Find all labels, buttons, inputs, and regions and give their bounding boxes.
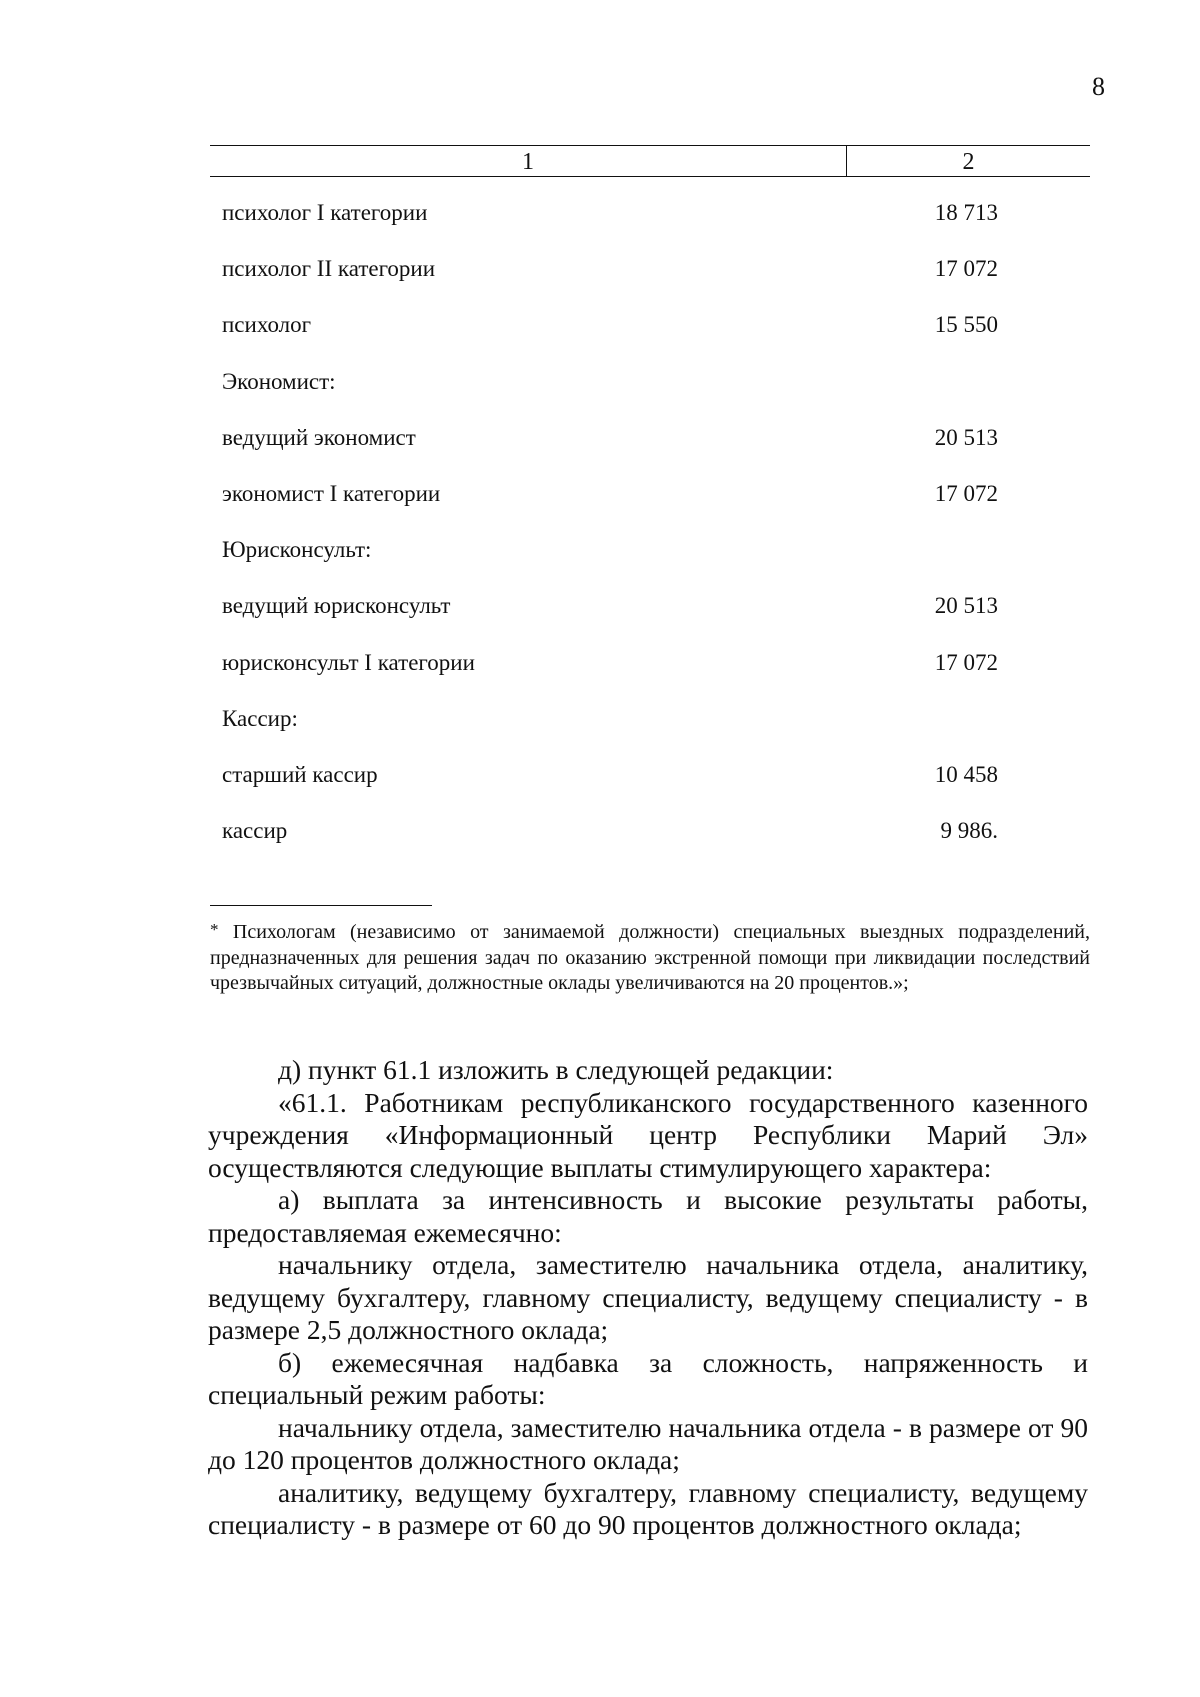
salary-cell: 17 072 bbox=[934, 649, 998, 675]
salary-cell: 9 986. bbox=[940, 818, 998, 844]
position-cell: ведущий юрисконсульт bbox=[222, 593, 451, 619]
table-row bbox=[222, 762, 1022, 818]
page-number: 8 bbox=[1092, 72, 1105, 101]
salary-cell: 17 072 bbox=[934, 256, 998, 282]
position-cell: психолог II категории bbox=[222, 256, 436, 282]
section-heading-cell: Экономист: bbox=[222, 368, 336, 394]
table-row bbox=[222, 425, 1022, 481]
paragraph: начальнику отдела, заместителю начальника отдела - в размере от 90 до 120 процентов должностного оклада; bbox=[208, 1411, 1088, 1475]
table-row bbox=[222, 537, 1022, 593]
table-row bbox=[222, 650, 1022, 706]
position-cell: экономист I категории bbox=[222, 480, 441, 506]
table-row bbox=[222, 818, 1022, 874]
salary-cell: 20 513 bbox=[934, 424, 998, 450]
column-header-2: 2 bbox=[962, 149, 975, 175]
paragraph: «61.1. Работникам республиканского государственного казенного учреждения «Информационный центр Республики Марий Эл» осуществляются следующие выплаты стимулирующего характера: bbox=[208, 1086, 1088, 1183]
position-cell: психолог I категории bbox=[222, 200, 428, 225]
table-row bbox=[222, 200, 1022, 256]
salary-cell: 20 513 bbox=[934, 593, 998, 619]
table-row bbox=[222, 593, 1022, 649]
table-header bbox=[210, 145, 1090, 177]
paragraph: начальнику отдела, заместителю начальника отдела, аналитику, ведущему бухгалтеру, главному специалисту, ведущему специалисту - в размере 2,5 должностного оклада; bbox=[208, 1249, 1088, 1345]
table-row bbox=[222, 706, 1022, 762]
column-header-1: 1 bbox=[210, 146, 847, 176]
position-cell: старший кассир bbox=[222, 761, 378, 787]
footnote-separator bbox=[210, 905, 432, 906]
table-row bbox=[222, 481, 1022, 537]
salary-cell: 15 550 bbox=[934, 312, 998, 338]
footnote-text: Психологам (независимо от занимаемой должности) специальных выездных подразделений, предназначенных для решения задач по оказанию экстренной помощи при ликвидации последствий чрезвычайных ситуаций, должностные оклады увеличиваются на 20 процентов.»; bbox=[210, 921, 1090, 994]
paragraph: б) ежемесячная надбавка за сложность, напряженность и специальный режим работы: bbox=[208, 1346, 1088, 1410]
paragraph: аналитику, ведущему бухгалтеру, главному специалисту, ведущему специалисту - в размере от 60 до 90 процентов должностного оклада; bbox=[208, 1476, 1088, 1540]
salary-cell: 18 713 bbox=[934, 200, 998, 225]
salary-cell: 10 458 bbox=[934, 761, 998, 787]
footnote bbox=[210, 917, 1090, 997]
table-row bbox=[222, 256, 1022, 312]
table-row bbox=[222, 369, 1022, 425]
body-text bbox=[208, 1054, 1088, 1542]
position-cell: ведущий экономист bbox=[222, 424, 416, 450]
salary-cell: 17 072 bbox=[934, 480, 998, 506]
position-cell: кассир bbox=[222, 818, 288, 844]
paragraph: а) выплата за интенсивность и высокие результаты работы, предоставляемая ежемесячно: bbox=[208, 1184, 1088, 1248]
position-cell: психолог bbox=[222, 312, 312, 338]
position-cell: юрисконсульт I категории bbox=[222, 649, 475, 675]
section-heading-cell: Юрисконсульт: bbox=[222, 537, 372, 563]
salary-table bbox=[222, 200, 1022, 874]
paragraph: д) пункт 61.1 изложить в следующей редакции: bbox=[278, 1054, 834, 1085]
footnote-marker: * bbox=[210, 920, 219, 939]
section-heading-cell: Кассир: bbox=[222, 705, 298, 731]
table-row bbox=[222, 312, 1022, 368]
